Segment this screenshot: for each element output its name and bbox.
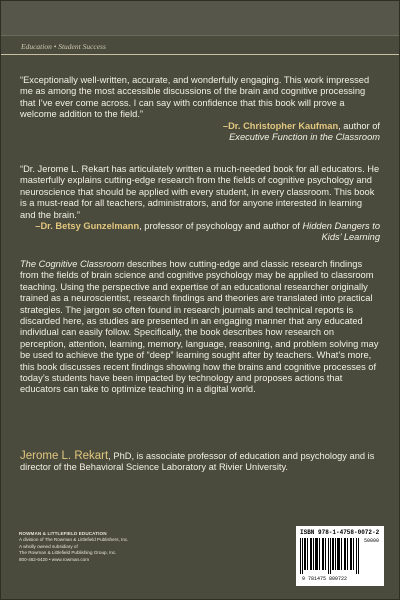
price-code: 50000 xyxy=(364,538,380,544)
publisher-info xyxy=(19,531,219,563)
endorser-name: –Dr. Betsy Gunzelmann xyxy=(35,221,140,232)
endorser-work-title: Executive Function in the Classroom xyxy=(229,132,380,143)
barcode-digits: 9 781475 800722 xyxy=(302,576,348,582)
isbn-number: ISBN 978-1-4758-0072-2 xyxy=(300,529,380,536)
book-description xyxy=(20,259,380,396)
top-band xyxy=(1,1,400,36)
category-label: Education • Student Success xyxy=(21,42,106,51)
endorsement-1 xyxy=(20,75,380,143)
publisher-name: ROWMAN & LITTLEFIELD EDUCATION xyxy=(19,531,107,536)
author-name: Jerome L. Rekart xyxy=(20,450,109,462)
book-title: The Cognitive Classroom xyxy=(20,259,125,269)
endorsement-attribution xyxy=(20,121,380,144)
isbn-barcode xyxy=(296,526,384,586)
barcode-icon xyxy=(300,538,360,574)
description-body: describes how cutting-edge and classic research findings from the fields of brain science and cognitive psychology may be applied to classroom teaching. Using the perspective and expertise of an educational researcher originally trained as a neuroscientist, research findings and theories are translated into practical strategies. The jargon so often found in research journals and technical reports is discarded here, as studies are presented in an engaging manner that any educated individual can easily follow. Specifically, the book describes how research on perception, attention, learning, memory, language, reasoning, and problem solving may be used to achieve the type of “deep” learning sought after by teachers. What’s more, this book discusses recent findings showing how the brains and cognitive processes of today’s students have been impacted by technology and proposes actions that educators can take to optimize teaching in a digital world. xyxy=(20,259,379,395)
endorser-work-title: Hidden Dangers to Kids’ Learning xyxy=(302,221,380,243)
endorsement-quote xyxy=(20,164,380,221)
endorsement-quote-text: “Dr. Jerome L. Rekart has articulately written a much-needed book for all educators. He masterfully explains cutting-edge research from the fields of cognitive psychology and neuroscience that should be applied with every student, in every classroom. This book is a must-read for all teachers, administrators, and for anyone interested in learning and the brain.” xyxy=(20,164,380,220)
endorsement-2 xyxy=(20,164,380,244)
endorser-name: –Dr. Christopher Kaufman xyxy=(222,120,339,131)
publisher-line: A wholly owned subsidiary of xyxy=(19,543,78,549)
publisher-line: The Rowman & Littlefield Publishing Group, Inc. xyxy=(19,550,117,556)
author-bio-text: , PhD, is associate professor of education and psychology and is director of the Behavioral Science Laboratory at Rivier University. xyxy=(20,451,375,473)
divider-rule xyxy=(1,54,400,55)
endorser-role: , author of xyxy=(338,120,380,131)
publisher-contact: 800-462-6420 • www.rowman.com xyxy=(19,556,90,562)
endorsement-quote: “Exceptionally well-written, accurate, and wonderfully engaging. This work impressed me as among the most accessible discussions of the brain and cognitive processing that I’ve ever come across. I can say with confidence that this book will prove a welcome addition to the field.” xyxy=(20,75,370,120)
endorsement-attribution xyxy=(20,221,380,244)
publisher-line: A division of The Rowman & Littlefield Publishers, Inc. xyxy=(19,537,129,543)
endorser-role: , professor of psychology and author of xyxy=(139,221,300,232)
author-bio xyxy=(20,451,380,474)
